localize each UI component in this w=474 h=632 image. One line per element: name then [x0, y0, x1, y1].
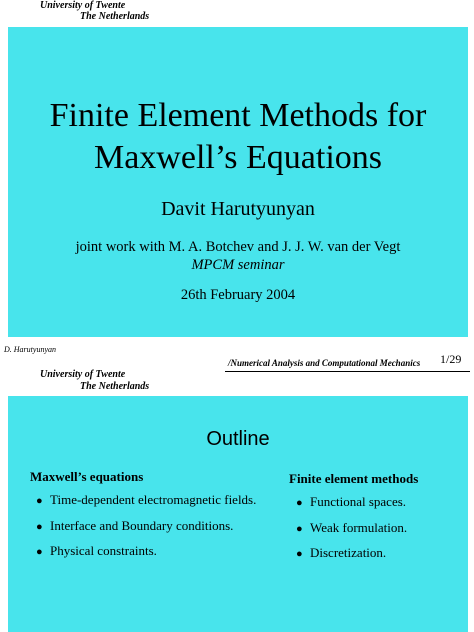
footer-divider	[225, 371, 470, 372]
finite-element-methods-list	[296, 490, 407, 567]
title-line-2: Maxwell’s Equations	[93, 139, 383, 176]
list-item: ● Physical constraints.	[36, 539, 256, 565]
bullet-icon: ●	[36, 520, 43, 533]
list-item: ● Time-dependent electromagnetic fields.	[36, 488, 256, 514]
list-item: ● Weak formulation.	[296, 516, 407, 542]
author-name: Davit Harutyunyan	[161, 198, 315, 220]
country-label-2: The Netherlands	[80, 381, 150, 392]
title-line-1: Finite Element Methods for	[49, 97, 427, 134]
footer-group: /Numerical Analysis and Computational Mechanics	[228, 358, 421, 368]
bullet-icon: ●	[36, 495, 43, 507]
presentation-title	[8, 95, 468, 179]
page-number: 1/29	[440, 352, 462, 366]
university-label: University of Twente	[40, 0, 126, 11]
bullet-icon: ●	[296, 522, 303, 535]
outline-title: Outline	[206, 428, 270, 450]
bullet-icon: ●	[296, 548, 303, 560]
list-item: ● Discretization.	[296, 541, 407, 567]
finite-element-methods-heading: Finite element methods	[289, 471, 419, 486]
presentation-date: 26th February 2004	[180, 287, 296, 303]
list-item: ● Interface and Boundary conditions.	[36, 514, 256, 540]
maxwell-equations-heading: Maxwell’s equations	[30, 469, 144, 484]
list-item: ● Functional spaces.	[296, 490, 407, 516]
bullet-icon: ●	[296, 497, 303, 509]
seminar-name: MPCM seminar	[191, 257, 285, 273]
footer-author: D. Harutyunyan	[4, 345, 56, 354]
maxwell-equations-list	[36, 488, 256, 565]
bullet-icon: ●	[36, 546, 43, 558]
country-label: The Netherlands	[80, 11, 150, 22]
joint-work-line: joint work with M. A. Botchev and J. J. W. van der Vegt	[75, 239, 401, 255]
university-label-2: University of Twente	[40, 369, 126, 380]
